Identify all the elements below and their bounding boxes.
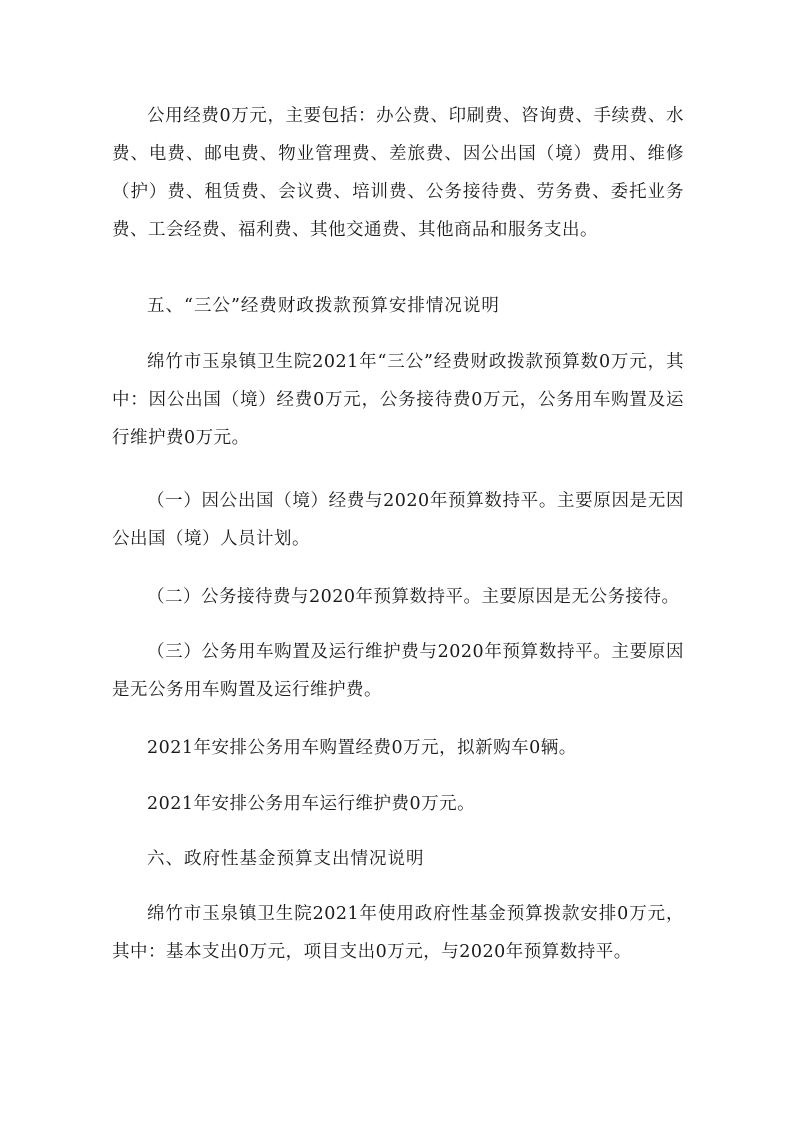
paragraph-vehicle-maintenance: 2021年安排公务用车运行维护费0万元。 (147, 794, 476, 814)
heading-three-public-expenses: 五、“三公”经费财政拨款预算安排情况说明 (147, 296, 500, 316)
paragraph-public-expense: 公用经费0万元，主要包括：办公费、印刷费、咨询费、手续费、水费、电费、邮电费、物业管理费、差旅费、因公出国（境）费用、维修（护）费、租赁费、会议费、培训费、公务接待费、劳务费、委托业务费、工会经费、福利费、其他交通费、其他商品和服务支出。 (112, 106, 684, 240)
paragraph-three-public-summary: 绵竹市玉泉镇卫生院2021年“三公”经费财政拨款预算数0万元，其中：因公出国（境）经费0万元，公务接待费0万元，公务用车购置及运行维护费0万元。 (112, 352, 684, 448)
paragraph-item-overseas-travel: （一）因公出国（境）经费与2020年预算数持平。主要原因是无因公出国（境）人员计划。 (112, 491, 684, 549)
paragraph-gov-fund-summary: 绵竹市玉泉镇卫生院2021年使用政府性基金预算拨款安排0万元，其中：基本支出0万元，项目支出0万元，与2020年预算数持平。 (112, 904, 684, 962)
paragraph-item-vehicles: （三）公务用车购置及运行维护费与2020年预算数持平。主要原因是无公务用车购置及运行维护费。 (112, 642, 684, 700)
paragraph-item-reception: （二）公务接待费与2020年预算数持平。主要原因是无公务接待。 (147, 587, 680, 607)
paragraph-vehicle-purchase: 2021年安排公务用车购置经费0万元，拟新购车0辆。 (147, 738, 577, 758)
heading-government-fund: 六、政府性基金预算支出情况说明 (147, 849, 425, 869)
